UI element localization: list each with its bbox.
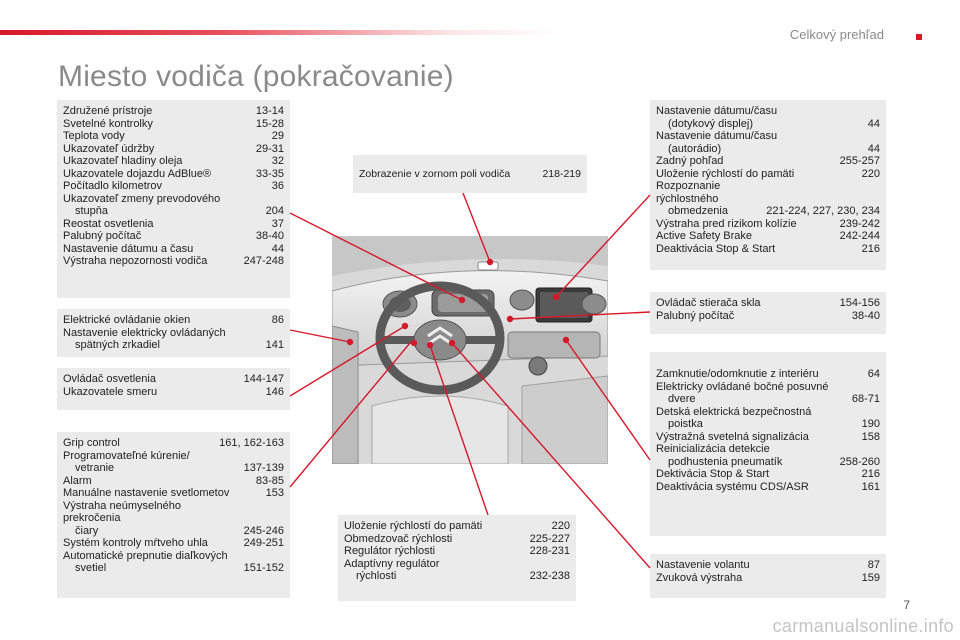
item-label-line: Regulátor rýchlosti (344, 545, 436, 557)
item-pages: 44 (867, 117, 880, 130)
item-pages: 32 (271, 155, 284, 167)
item-pages: 83-85 (255, 474, 284, 487)
item-pages: 151-152 (243, 562, 284, 574)
item-pages: 204 (265, 205, 284, 217)
item-label-line: Výstraha nepozornosti vodiča (63, 255, 208, 267)
hotspot-steering (449, 340, 455, 346)
item-pages: 38-40 (255, 230, 284, 242)
item-label-line: Svetelné kontrolky (63, 117, 153, 130)
item-pages: 68-71 (851, 393, 880, 405)
item-pages: 38-40 (851, 309, 880, 322)
item-pages: 44 (867, 142, 880, 155)
item-label-line: Adaptívny regulátor (344, 557, 440, 570)
item-label-continuation: dvere (668, 393, 696, 405)
callout-line-speed-memory (430, 345, 488, 515)
item-pages: 228-231 (529, 545, 570, 557)
item-label-line: Programovateľné kúrenie/ (63, 449, 190, 462)
item-pages: 245-246 (243, 524, 284, 537)
item-label-line: Nastavenie dátumu a času (63, 242, 194, 255)
item-pages: 255-257 (839, 155, 880, 167)
item-pages: 216 (861, 468, 880, 480)
callout-line-steering (452, 343, 650, 568)
item-label-line: Alarm (63, 474, 92, 487)
item-label-line: Deaktivácia systému CDS/ASR (656, 480, 809, 493)
page-title: Miesto vodiča (pokračovanie) (58, 60, 454, 93)
hotspot-driving-aids (411, 340, 417, 346)
item-pages: 146 (265, 385, 284, 398)
callout-line-instruments (290, 213, 462, 300)
item-label-line: Nastavenie volantu (656, 559, 750, 571)
item-label-line: Uloženie rýchlostí do pamäti (344, 520, 483, 532)
item-label-line: Rozpoznanie rýchlostného (656, 180, 721, 205)
item-label-line: Elektrické ovládanie okien (63, 314, 191, 326)
item-label-line: Detská elektrická bezpečnostná (656, 405, 812, 418)
item-pages: 64 (867, 368, 880, 380)
item-label-line: Ovládač osvetlenia (63, 373, 156, 385)
item-label-line: Ukazovateľ zmeny prevodového (63, 192, 221, 205)
item-pages: 141 (265, 339, 284, 351)
item-label-line: Výstraha pred rizikom kolízie (656, 217, 797, 230)
item-label-continuation: čiary (75, 524, 99, 537)
item-label-line: Dektivácia Stop & Start (656, 468, 770, 480)
hotspot-speed-memory (427, 342, 433, 348)
item-label-line: Združené prístroje (63, 105, 153, 117)
item-pages: 15-28 (255, 117, 284, 130)
item-pages: 154-156 (839, 297, 880, 309)
item-label-continuation: obmedzenia (668, 205, 728, 217)
item-label-line: Zvuková výstraha (656, 571, 743, 584)
item-label-line: Uloženie rýchlostí do pamäti (656, 167, 795, 180)
item-label-continuation: vetranie (75, 462, 115, 474)
item-pages: 158 (861, 430, 880, 443)
item-pages: 161 (861, 480, 880, 493)
callout-line-driving-aids (290, 343, 410, 487)
item-label-line: Nastavenie elektricky ovládaných (63, 326, 226, 339)
item-pages: 44 (271, 242, 284, 255)
hotspot-windows (347, 339, 353, 345)
item-pages: 216 (861, 242, 880, 255)
item-label-line: Výstraha neúmyselného prekročenia (63, 499, 182, 524)
item-label-line: Zobrazenie v zornom poli vodiča (359, 168, 511, 180)
item-pages: 37 (271, 217, 284, 230)
item-label-line: Počítadlo kilometrov (63, 180, 163, 192)
item-pages: 239-242 (839, 217, 880, 230)
hotspot-wipers (507, 316, 513, 322)
item-label-line: Manuálne nastavenie svetlometov (63, 487, 230, 499)
item-label-continuation: svetiel (75, 562, 107, 574)
item-pages: 87 (867, 559, 880, 571)
callout-line-wipers (510, 312, 650, 319)
item-label-line: Grip control (63, 437, 120, 449)
item-label-continuation: (autorádio) (668, 142, 722, 155)
hotspot-instruments (459, 297, 465, 303)
item-label-line: Ovládač stierača skla (656, 297, 761, 309)
callout-line-lighting (290, 326, 405, 396)
item-label-line: Ukazovatele smeru (63, 385, 158, 398)
hotspot-lighting (402, 323, 408, 329)
item-pages: 29-31 (255, 142, 284, 155)
item-label-line: Reostat osvetlenia (63, 217, 154, 230)
item-label-line: Nastavenie dátumu/času (656, 105, 778, 117)
item-pages: 249-251 (243, 537, 284, 549)
item-label-line: Obmedzovač rýchlosti (344, 532, 453, 545)
section-title: Celkový prehľad (789, 27, 884, 42)
item-label-line: Systém kontroly mŕtveho uhla (63, 537, 208, 549)
watermark: carmanualsonline.info (772, 616, 954, 636)
item-pages: 220 (861, 167, 880, 180)
item-pages: 159 (861, 571, 880, 584)
item-pages: 36 (271, 180, 284, 192)
item-label-line: Automatické prepnutie diaľkových (63, 549, 228, 562)
callout-line-central-locking (566, 340, 650, 460)
callout-line-hud (463, 193, 490, 262)
item-label-line: Zamknutie/odomknutie z interiéru (656, 368, 819, 380)
item-label-line: Ukazovateľ údržby (63, 142, 155, 155)
item-label-line: Palubný počítač (656, 309, 735, 322)
item-pages: 33-35 (255, 167, 284, 180)
item-pages: 218-219 (542, 168, 581, 180)
item-label-line: Elektricky ovládané bočné posuvné (656, 380, 829, 393)
item-pages: 221-224, 227, 230, 234 (766, 205, 880, 217)
item-label-line: Deaktivácia Stop & Start (656, 242, 776, 255)
item-pages: 225-227 (529, 532, 570, 545)
hotspot-touchscreen (553, 294, 559, 300)
item-label-continuation: poistka (668, 418, 703, 430)
hotspot-hud (487, 259, 493, 265)
item-label-continuation: (dotykový displej) (668, 117, 753, 130)
item-pages: 29 (271, 130, 284, 142)
item-label-line: Výstražná svetelná signalizácia (656, 430, 809, 443)
item-pages: 258-260 (839, 455, 880, 468)
item-label-line: Active Safety Brake (656, 230, 752, 242)
item-pages: 153 (265, 487, 284, 499)
item-label-line: Ukazovateľ hladiny oleja (63, 155, 183, 167)
item-label-line: Palubný počítač (63, 230, 142, 242)
item-label-line: Ukazovatele dojazdu AdBlue® (63, 167, 212, 180)
item-pages: 247-248 (243, 255, 284, 267)
item-pages: 13-14 (255, 105, 284, 117)
callout-line-windows (290, 330, 350, 342)
item-label-continuation: rýchlosti (356, 570, 397, 582)
page-number: 7 (903, 598, 910, 612)
hotspot-central-locking (563, 337, 569, 343)
item-pages: 232-238 (529, 570, 570, 582)
item-pages: 86 (271, 314, 284, 326)
item-label-line: Reinicializácia detekcie (656, 443, 770, 455)
item-pages: 242-244 (839, 230, 880, 242)
item-pages: 144-147 (243, 373, 284, 385)
item-pages: 220 (551, 520, 570, 532)
item-pages: 161, 162-163 (219, 437, 284, 449)
item-label-line: Zadný pohľad (656, 155, 724, 167)
item-label-continuation: podhustenia pneumatík (668, 455, 783, 468)
item-label-line: Teplota vody (63, 130, 125, 142)
item-pages: 137-139 (243, 462, 284, 474)
item-pages: 190 (861, 418, 880, 430)
item-label-continuation: spätných zrkadiel (75, 339, 160, 351)
item-label-continuation: stupňa (75, 205, 109, 217)
item-label-line: Nastavenie dátumu/času (656, 130, 778, 142)
callout-line-touchscreen (556, 195, 650, 297)
